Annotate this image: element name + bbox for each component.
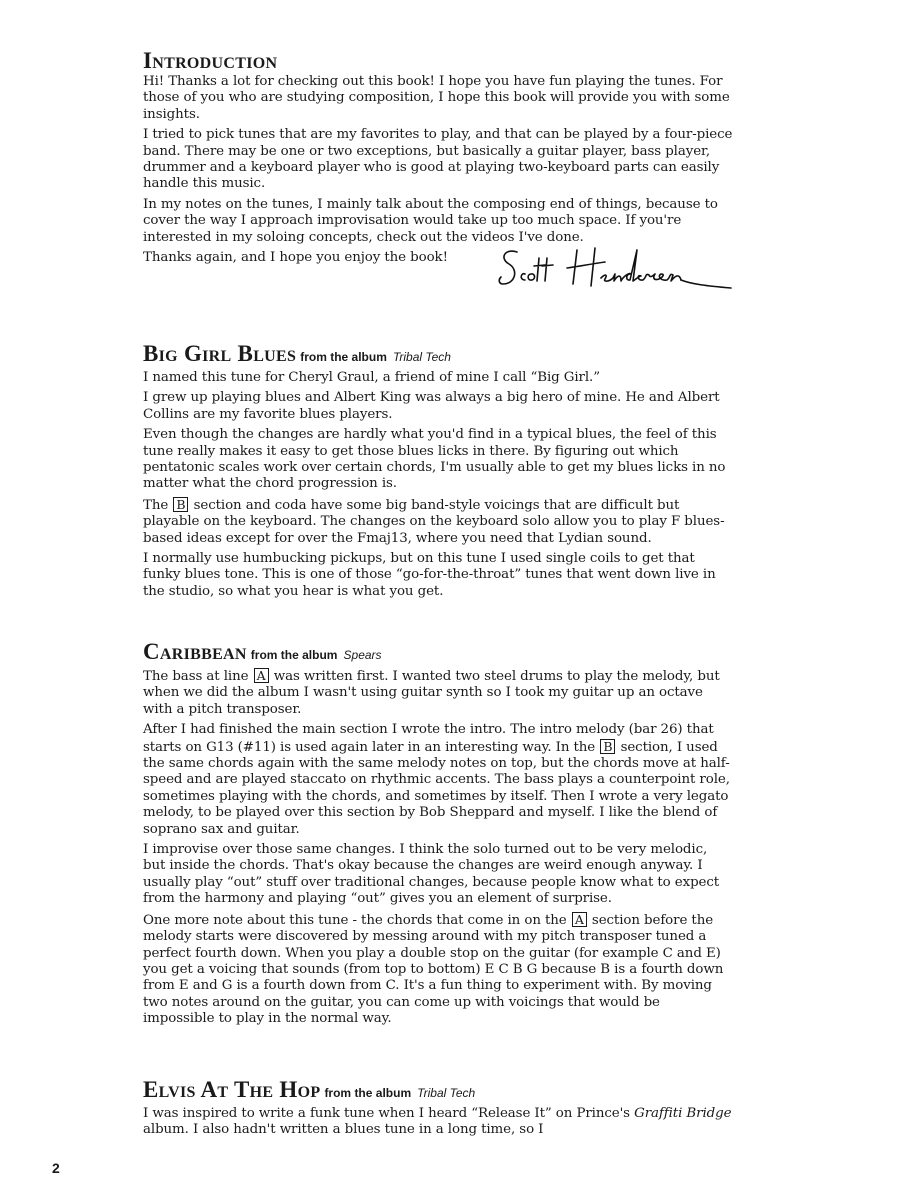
text-run: was written first. I wanted two steel drums to play the melody, but when we did the album I wasn't using guitar synth so I took my guitar up an octave with a pitch transposer.	[143, 669, 720, 717]
album-title-italic: Graffiti Bridge	[634, 1106, 732, 1121]
intro-paragraph-4: Thanks again, and I hope you enjoy the book!	[143, 250, 448, 266]
elvis-paragraph-1	[143, 1106, 733, 1139]
text-run: section and coda have some big band-style voicings that are difficult but playable on the keyboard. The changes on the keyboard solo allow you to play F blues-based ideas except for over the Fmaj13, where you need that Lydian sound.	[143, 497, 725, 546]
from-the-album-label: from the album	[250, 648, 338, 662]
caribbean-paragraph-1	[143, 668, 733, 718]
rehearsal-letter-b: B	[173, 497, 188, 512]
song-title: Caribbean	[143, 639, 247, 664]
big-girl-paragraph-3: Even though the changes are hardly what you'd find in a typical blues, the feel of this tune really makes it easy to get those blues licks in there. By figuring out which pentatonic scales work over certain chords, I'm usually able to get my blues licks in no matter what the chord progression is.	[143, 427, 726, 492]
caribbean-paragraph-4	[143, 912, 733, 1028]
big-girl-paragraph-5: I normally use humbucking pickups, but on this tune I used single coils to get that funky blues tone. This is one of those “go-for-the-throat” tunes that went down live in the studio, so what you hear is what you get.	[143, 551, 716, 599]
from-the-album-label: from the album	[324, 1086, 412, 1100]
album-name: Tribal Tech	[417, 1086, 476, 1100]
album-name: Spears	[343, 648, 382, 662]
from-the-album-label: from the album	[300, 350, 387, 364]
text-run: album. I also hadn't written a blues tune in a long time, so I	[143, 1122, 544, 1138]
introduction-heading: Introduction	[143, 48, 278, 73]
intro-paragraph-1: Hi! Thanks a lot for checking out this book! I hope you have fun playing the tunes. For those of you who are studying composition, I hope this book will provide you with some insights.	[143, 74, 730, 122]
song-title: Big Girl Blues	[143, 341, 297, 366]
section-elvis-at-the-hop	[143, 1077, 733, 1143]
caribbean-heading	[143, 639, 733, 668]
album-name: Tribal Tech	[392, 350, 451, 364]
big-girl-blues-heading	[143, 341, 733, 370]
text-run: The bass at line	[143, 669, 249, 684]
page-content	[143, 48, 733, 1138]
caribbean-paragraph-3: I improvise over those same changes. I think the solo turned out to be very melodic, but inside the chords. That's okay because the changes are weird enough anyway. I usually play “out” stuff over traditional changes, because people know what to expect from the harmony and playing “out” gives you an element of surprise.	[143, 842, 720, 907]
song-title: Elvis At The Hop	[143, 1077, 321, 1102]
rehearsal-letter-b: B	[600, 739, 615, 754]
closing-row	[143, 250, 733, 290]
text-run: One more note about this tune - the chords that come in on the	[143, 912, 567, 928]
intro-paragraph-3: In my notes on the tunes, I mainly talk about the composing end of things, because to cover the way I approach improvisation would take up too much space. If you're interested in my soloing concepts, check out the videos I've done.	[143, 196, 718, 245]
section-caribbean	[143, 639, 733, 1032]
text-run: section, I used the same chords again with the same melody notes on top, but the chords move at half-speed and are played staccato on rhythmic accents. The bass plays a counterpoint role, sometimes playing with the chords, and sometimes by itself. Then I wrote a very legato melody, to be played over this section by Bob Sheppard and myself. I like the blend of soprano sax and guitar.	[143, 739, 730, 837]
intro-paragraph-2: I tried to pick tunes that are my favorites to play, and that can be played by a four-piece band. There may be one or two exceptions, but basically a guitar player, bass player, drummer and a keyboard player who is good at playing two-keyboard parts can easily handle this music.	[143, 127, 733, 192]
elvis-heading	[143, 1077, 733, 1106]
text-run: The	[143, 497, 169, 513]
section-big-girl-blues	[143, 341, 733, 604]
rehearsal-letter-a: A	[254, 668, 269, 683]
text-run: section before the melody starts were discovered by messing around with my pitch transposer tuned a perfect fourth down. When you play a double stop on the guitar (for example C and E) you get a voicing that sounds (from top to bottom) E C B G because B is a fourth down from E and G is a fourth down from C. It's a fun thing to experiment with. By moving two notes around on the guitar, you can come up with voicings that would be impossible to play in the normal way.	[143, 912, 724, 1027]
big-girl-paragraph-1: I named this tune for Cheryl Graul, a friend of mine I call “Big Girl.”	[143, 370, 600, 385]
big-girl-paragraph-2: I grew up playing blues and Albert King was always a big hero of mine. He and Albert Collins are my favorite blues players.	[143, 390, 720, 422]
section-introduction	[143, 48, 733, 290]
rehearsal-letter-a: A	[572, 912, 587, 927]
text-run: After I had finished the main section I wrote the intro. The intro melody (bar 26) that starts on G13 (#11) is used again later in an interesting way. In the	[143, 722, 714, 755]
caribbean-paragraph-2	[143, 722, 733, 838]
big-girl-paragraph-4	[143, 497, 733, 547]
page-number: 2	[52, 1160, 60, 1176]
signature-image	[495, 244, 735, 308]
text-run: I was inspired to write a funk tune when I heard “Release It” on Prince's	[143, 1106, 630, 1121]
